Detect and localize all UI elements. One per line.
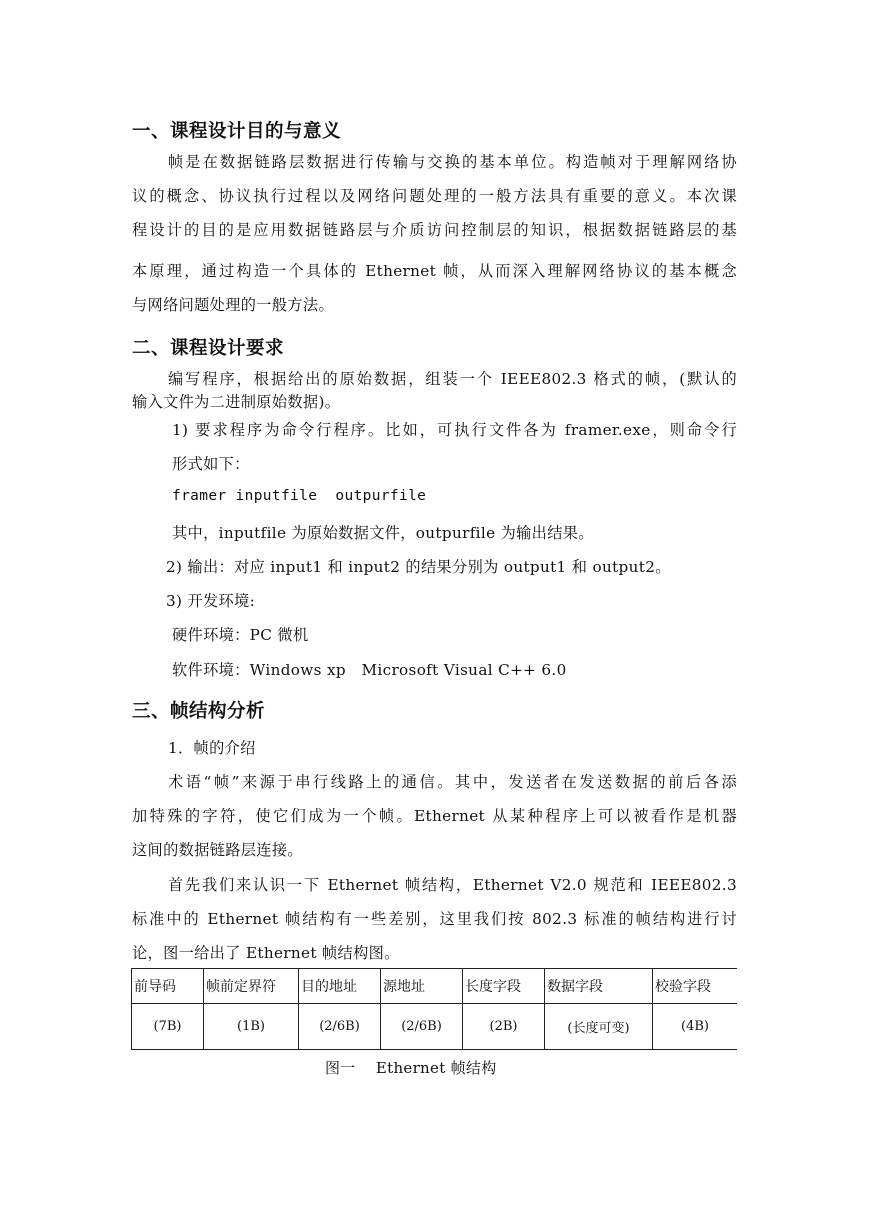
section1-line-3: 程设计的目的是应用数据链路层与介质访问控制层的知识，根据数据链路层的基	[132, 221, 737, 239]
section1-line-5: 与网络问题处理的一般方法。	[132, 296, 334, 314]
field-preamble: 前导码	[132, 969, 204, 1004]
size-sfd: (1B)	[204, 1004, 299, 1050]
section3-para1-line-1: 术语“帧”来源于串行线路上的通信。其中，发送者在发送数据的前后各添	[168, 773, 737, 791]
size-preamble: (7B)	[132, 1004, 204, 1050]
requirement-3: 3) 开发环境:	[166, 592, 256, 610]
section2-intro-2: 输入文件为二进制原始数据)。	[132, 393, 341, 411]
ethernet-frame-table	[131, 968, 737, 1050]
hardware-environment: 硬件环境：PC 微机	[172, 626, 309, 644]
size-length: (2B)	[463, 1004, 545, 1050]
section3-para1-line-3: 这间的数据链路层连接。	[132, 841, 303, 859]
field-length: 长度字段	[463, 969, 545, 1004]
section2-intro-1: 编写程序，根据给出的原始数据，组装一个 IEEE802.3 格式的帧，(默认的	[168, 370, 737, 388]
section3-para2-line-3: 论，图一给出了 Ethernet 帧结构图。	[132, 944, 400, 962]
section3-heading: 三、帧结构分析	[132, 701, 266, 722]
frame-field-names-row	[132, 969, 738, 1004]
size-checksum: (4B)	[653, 1004, 738, 1050]
field-source: 源地址	[381, 969, 463, 1004]
requirement-1-line-2: 形式如下：	[172, 455, 250, 473]
size-destination: (2/6B)	[299, 1004, 381, 1050]
section1-line-2: 议的概念、协议执行过程以及网络问题处理的一般方法具有重要的意义。本次课	[132, 187, 737, 205]
requirement-1-note: 其中，inputfile 为原始数据文件，outpurfile 为输出结果。	[172, 524, 594, 542]
section2-heading: 二、课程设计要求	[132, 338, 285, 359]
field-sfd: 帧前定界符	[204, 969, 299, 1004]
requirement-1-line-1: 1) 要求程序为命令行程序。比如，可执行文件各为 framer.exe，则命令行	[172, 421, 737, 439]
section3-para2-line-2: 标准中的 Ethernet 帧结构有一些差别，这里我们按 802.3 标准的帧结构进行讨	[132, 910, 737, 928]
section1-heading: 一、课程设计目的与意义	[132, 121, 342, 142]
field-data: 数据字段	[545, 969, 653, 1004]
command-example: framer inputfile outpurfile	[172, 488, 427, 504]
size-data: (长度可变)	[545, 1004, 653, 1050]
field-checksum: 校验字段	[653, 969, 738, 1004]
figure-caption: 图一 Ethernet 帧结构	[325, 1059, 497, 1077]
section1-line-4: 本原理，通过构造一个具体的 Ethernet 帧，从而深入理解网络协议的基本概念	[132, 262, 737, 280]
size-source: (2/6B)	[381, 1004, 463, 1050]
section3-subheading: 1．帧的介绍	[168, 739, 256, 757]
section3-para2-line-1: 首先我们来认识一下 Ethernet 帧结构，Ethernet V2.0 规范和 IEEE802.3	[168, 876, 737, 894]
section1-line-1: 帧是在数据链路层数据进行传输与交换的基本单位。构造帧对于理解网络协	[168, 153, 737, 171]
section3-para1-line-2: 加特殊的字符，使它们成为一个帧。Ethernet 从某种程序上可以被看作是机器	[132, 807, 737, 825]
field-destination: 目的地址	[299, 969, 381, 1004]
requirement-2: 2) 输出：对应 input1 和 input2 的结果分别为 output1 和 output2。	[166, 558, 671, 576]
software-environment: 软件环境：Windows xp Microsoft Visual C++ 6.0	[172, 661, 567, 679]
frame-field-sizes-row	[132, 1004, 738, 1050]
